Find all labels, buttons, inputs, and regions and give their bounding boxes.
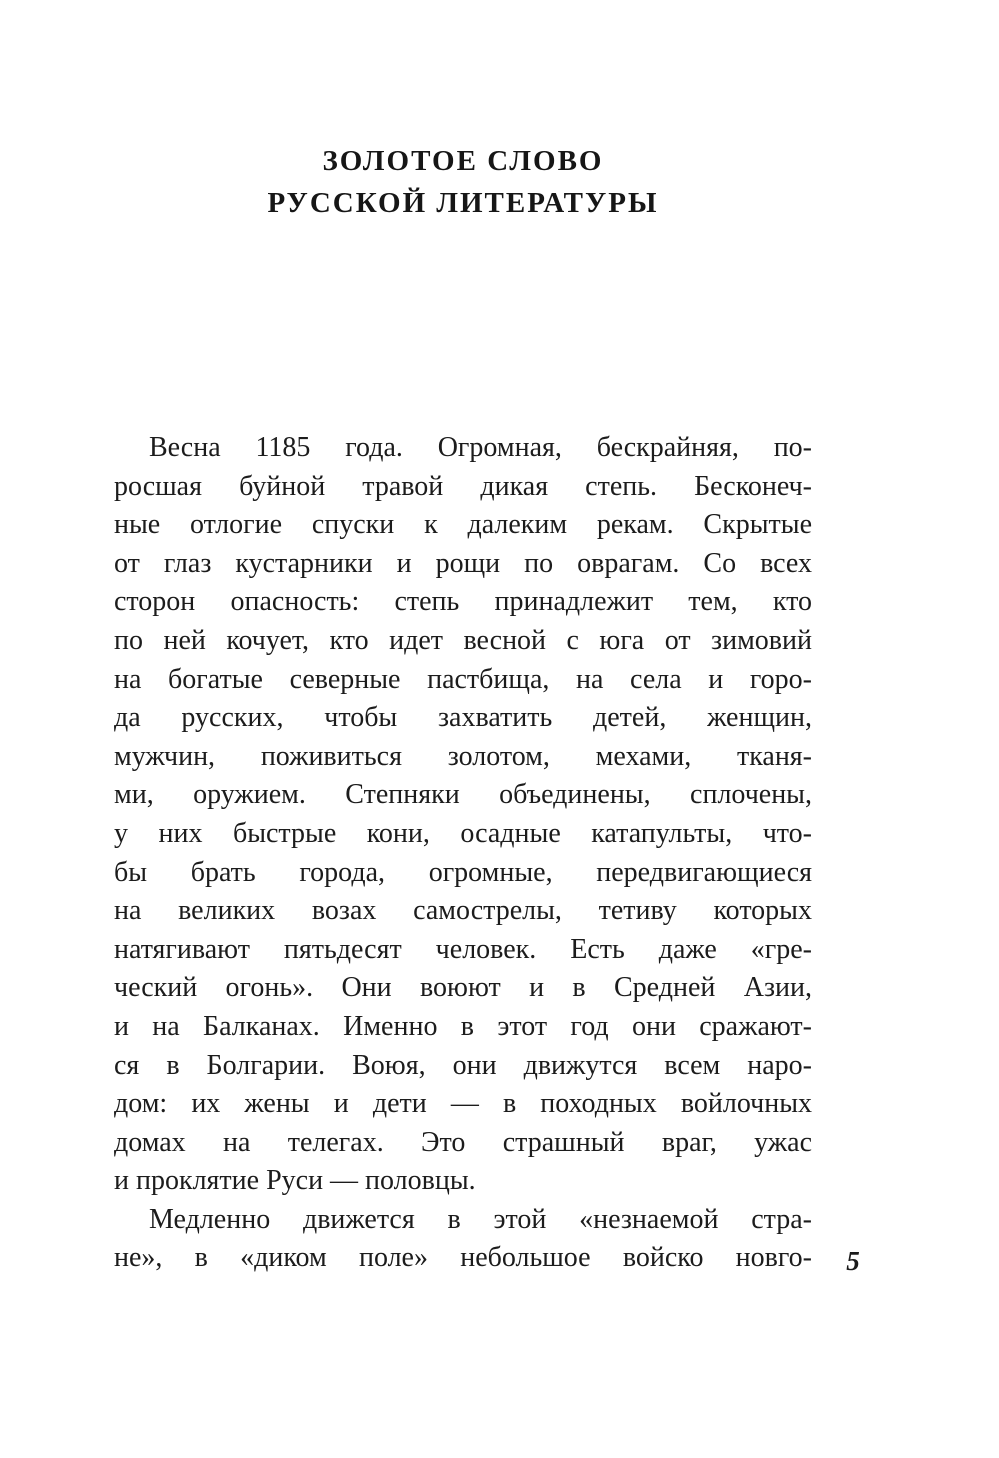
text-line: домах на телегах. Это страшный враг, ужас [114,1126,812,1158]
text-line: ческий огонь». Они воюют и в Средней Азии, [114,972,812,1004]
text-line: Весна 1185 года. Огромная, бескрайняя, по- [149,432,812,463]
text-line: от глаз кустарники и рощи по оврагам. Со всех [114,547,812,579]
text-line: натягивают пятьдесят человек. Есть даже «гре- [114,933,812,965]
text-line: бы брать города, огромные, передвигающиеся [114,856,812,888]
text-line: сторон опасность: степь принадлежит тем, кто [114,586,812,618]
text-line: мужчин, поживиться золотом, мехами, тканя- [114,740,812,772]
text-line: Медленно движется в этой «незнаемой стра- [149,1203,812,1235]
text-line: ми, оружием. Степняки объединены, сплочены, [114,779,812,811]
text-line: на богатые северные пастбища, на села и горо- [114,663,812,695]
text-line: да русских, чтобы захватить детей, женщин, [114,702,812,734]
page-number: 5 [846,1246,860,1276]
text-line: ные отлогие спуски к далеким рекам. Скрытые [114,509,812,541]
chapter-title-line-1: ЗОЛОТОЕ СЛОВО [322,145,604,177]
chapter-title-line-2: РУССКОЙ ЛИТЕРАТУРЫ [267,187,659,219]
body-text [114,429,812,1278]
text-line: и проклятие Руси — половцы. [114,1165,476,1197]
text-line: росшая буйной травой дикая степь. Бесконеч- [114,470,812,502]
text-column [114,0,812,1458]
text-line: по ней кочует, кто идет весной с юга от зимовий [114,624,812,656]
text-line: и на Балканах. Именно в этот год они сражают- [114,1010,812,1042]
text-line: на великих возах самострелы, тетиву которых [114,895,812,927]
text-line: дом: их жены и дети — в походных войлочных [114,1088,812,1120]
text-line: не», в «диком поле» небольшое войско новго- [114,1242,812,1274]
text-line: ся в Болгарии. Воюя, они движутся всем наро- [114,1049,812,1081]
chapter-title [114,140,812,224]
text-line: у них быстрые кони, осадные катапульты, что- [114,817,812,849]
